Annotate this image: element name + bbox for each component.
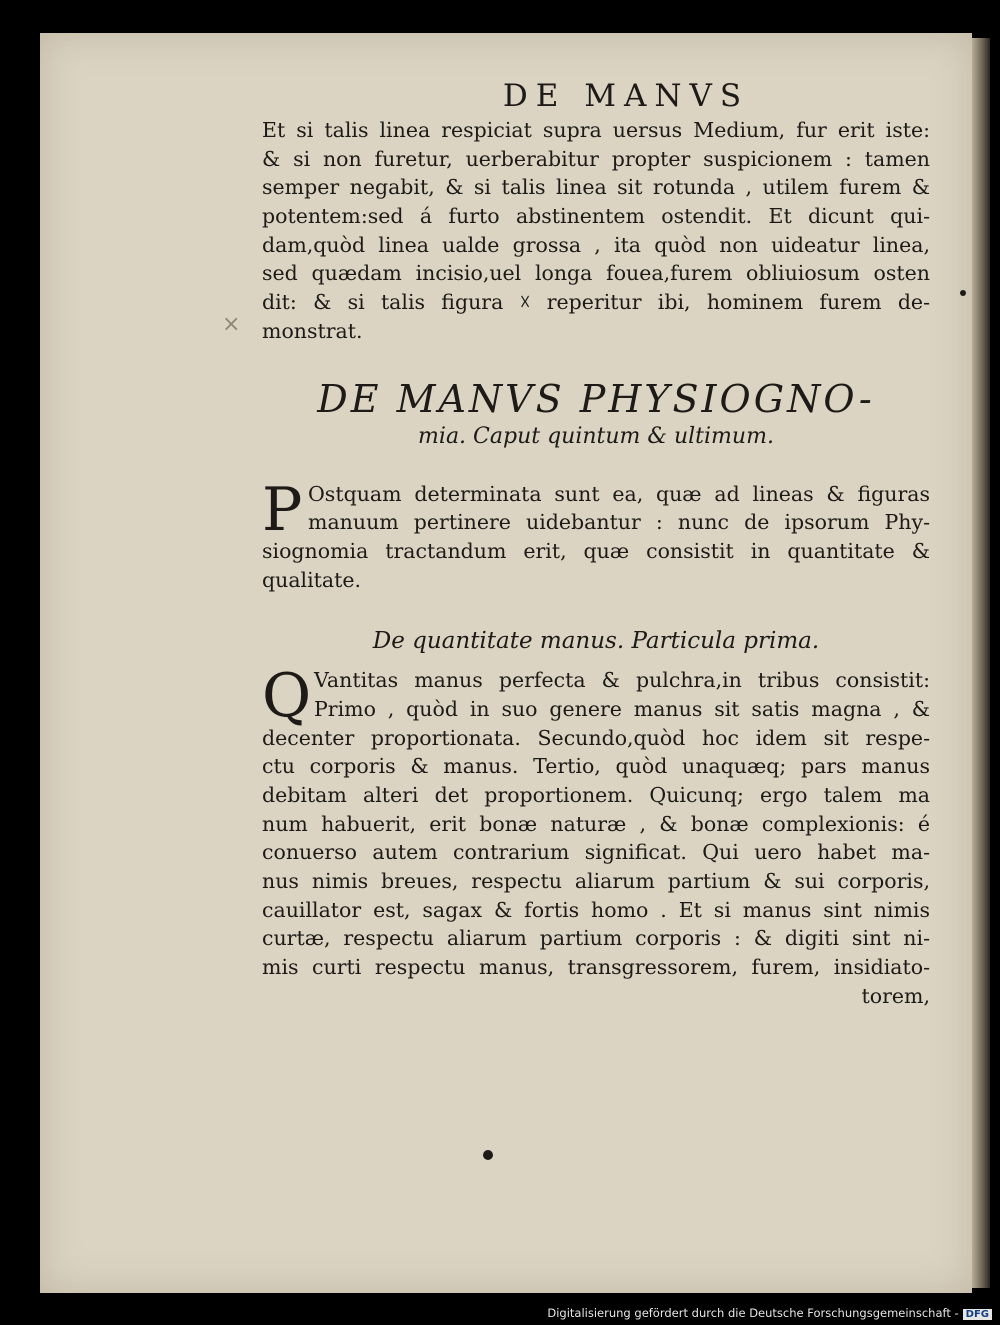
chapter-title: DE MANVS PHYSIOGNO- (317, 376, 875, 421)
paragraph-1 (262, 474, 930, 595)
text-line: manuum pertinere uidebantur : nunc de ipsorum Phy- (308, 510, 930, 535)
text-line: conuerso autem contrarium significat. Qui uero habet ma- (262, 840, 930, 865)
text-line: siognomia tractandum erit, quæ consistit in quantitate & (262, 538, 930, 563)
chapter-subtitle: mia. Caput quintum & ultimum. (418, 423, 774, 449)
text-line: nus nimis breues, respectu aliarum partium & sui corporis, (262, 869, 930, 894)
text-line: & si non furetur, uerberabitur propter suspicionem : tamen (262, 146, 930, 171)
catchword: torem, (861, 983, 930, 1008)
text-line: debitam alteri det proportionem. Quicunq; ergo talem ma (262, 783, 930, 807)
continuation-text (262, 116, 930, 346)
text-line: mis curti respectu manus, transgressorem, furem, insidiato- (262, 955, 930, 980)
text-line: Primo , quòd in suo genere manus sit satis magna , & (314, 696, 930, 721)
text-line: monstrat. (262, 318, 363, 343)
text-line: cauillator est, sagax & fortis homo . Et si manus sint nimis (262, 897, 930, 922)
margin-mark: × (222, 312, 241, 337)
text-line: Vantitas manus perfecta & pulchra,in tribus consistit: (314, 668, 930, 693)
text-line: decenter proportionata. Secundo,quòd hoc idem sit respe- (262, 725, 930, 750)
text-line: curtæ, respectu aliarum partium corporis : & digiti sint ni- (262, 926, 930, 951)
credit-text: Digitalisierung gefördert durch die Deutsche Forschungsgemeinschaft - (547, 1306, 959, 1320)
text-line: dit: & si talis figura ☓ reperitur ibi, hominem furem de- (262, 290, 930, 315)
text-line: semper negabit, & si talis linea sit rotunda , utilem furem & (262, 175, 930, 200)
page-edge (972, 38, 990, 1288)
paragraph-2 (262, 661, 930, 1010)
text-line: Et si talis linea respiciat supra uersus Medium, fur erit iste: (262, 118, 930, 142)
text-block (262, 76, 930, 1011)
text-line: potentem:sed á furto abstinentem ostendit. Et dicunt qui- (262, 204, 930, 229)
text-line: num habuerit, erit bonæ naturæ , & bonæ complexionis: é (262, 811, 930, 836)
running-head: DE MANVS (502, 78, 750, 114)
text-line: ctu corporis & manus. Tertio, quòd unaquæq; pars manus (262, 754, 930, 779)
text-line: Ostquam determinata sunt ea, quæ ad lineas & figuras (308, 481, 930, 506)
section-title: De quantitate manus. Particula prima. (372, 628, 820, 655)
drop-cap: Q (262, 661, 312, 732)
drop-cap: P (262, 474, 303, 545)
dfg-logo: DFG (963, 1309, 992, 1320)
ink-spot (483, 1150, 493, 1160)
digitization-credit (547, 1306, 992, 1320)
ink-spot (960, 290, 966, 296)
text-line: sed quædam incisio,uel longa fouea,furem obliuiosum osten (262, 261, 930, 286)
text-line: dam,quòd linea ualde grossa , ita quòd non uideatur linea, (262, 232, 930, 257)
text-line: qualitate. (262, 567, 362, 592)
